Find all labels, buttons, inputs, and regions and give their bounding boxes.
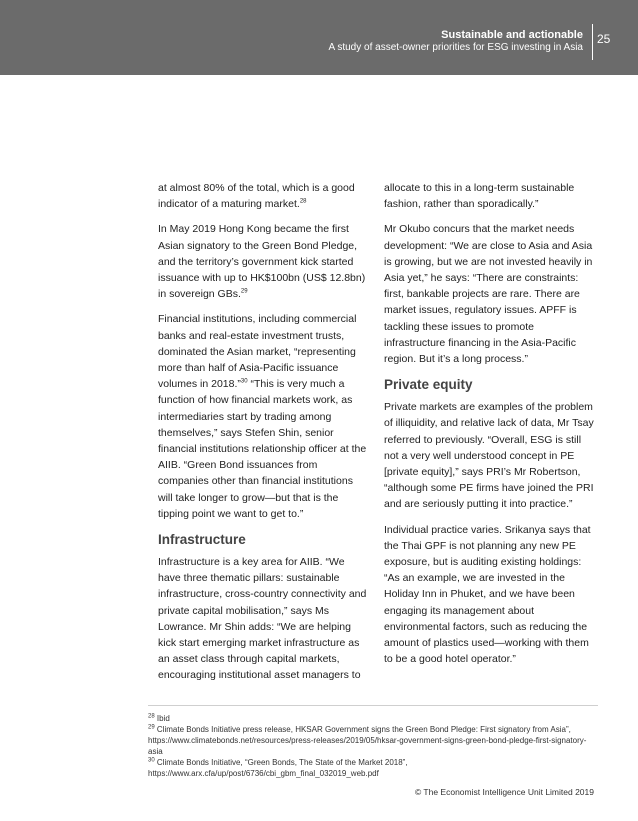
- footnote-ref: 28: [299, 198, 307, 205]
- footnote-ref: 30: [240, 378, 248, 385]
- paragraph: Individual practice varies. Srikanya says that the Thai GPF is not planning any new PE exposure, but is auditing existing holdings: “As an example, we are invested in the Holiday Inn in Phuket, and we have been engaging its management about environmental factors, such as reducing the amount of plastics used—working with them to be a good hotel operator.”: [384, 523, 591, 666]
- footnote-ref: 29: [240, 288, 248, 295]
- header-band: [0, 0, 638, 75]
- right-column: [384, 180, 596, 676]
- left-column: [158, 180, 370, 693]
- paragraph: at almost 80% of the total, which is a good indicator of a maturing market.$^{28}$: [158, 182, 355, 211]
- paragraph: allocate to this in a long-term sustainable fashion, rather than sporadically.”: [384, 182, 575, 211]
- copyright: © The Economist Intelligence Unit Limited 2019: [414, 787, 594, 797]
- section-heading-private-equity: Private equity: [384, 377, 473, 393]
- footnote: $^{28}$ Ibid: [148, 713, 170, 723]
- paragraph: Private markets are examples of the problem of illiquidity, and relative lack of data, Mr Tsay referred to previously. “Overall, ESG is still not a very well understood concept in PE [private equity],” says PRI’s Mr Robertson, “although some PE firms have joined the PRI and are seriously putting it into practice.”: [384, 401, 594, 511]
- footnote: $^{29}$ Climate Bonds Initiative press release, HKSAR Government signs the Green Bond Pledge: First signatory from Asia”, https://www.climatebonds.net/resources/press-releases/2019/05/hksar-government-signs-green-bond-pledge-first-signatory-asia: [148, 724, 587, 756]
- report-subtitle: A study of asset-owner priorities for ESG investing in Asia: [328, 42, 583, 53]
- paragraph: Infrastructure is a key area for AIIB. “We have three thematic pillars: sustainable infrastructure, cross-country connectivity and private capital mobilisation,” says Ms Lowrance. Mr Shin adds: “We are helping kick start emerging market infrastructure as an asset class through capital markets, encouraging institutional asset managers to: [158, 556, 367, 682]
- header-divider: [592, 24, 593, 60]
- report-title: Sustainable and actionable: [441, 29, 583, 41]
- paragraph: Mr Okubo concurs that the market needs development: “We are close to Asia and Asia is growing, but we are not invested heavily in Asia yet,” he says: “There are constraints: first, bankable projects are rare. There are market issues, regulatory issues. APFF is tackling these issues to promote infrastructure financing in the Asia-Pacific region. But it’s a long process.”: [384, 223, 593, 366]
- footnote: $^{30}$ Climate Bonds Initiative, “Green Bonds, The State of the Market 2018”, https://www.arx.cfa/up/post/6736/cbi_gbm_final_032019_web.pdf: [148, 757, 408, 778]
- paragraph: In May 2019 Hong Kong became the first Asian signatory to the Green Bond Pledge, and the territory’s government kick started issuance with up to HK$100bn (US$ 12.8bn) in sovereign GBs.$^{29}$: [158, 223, 366, 301]
- page-number: 25: [597, 32, 611, 46]
- paragraph: Financial institutions, including commercial banks and real-estate investment trusts, dominated the Asian market, “representing more than half of Asia-Pacific issuance volumes in 2018.”$^{30}$ “This is very much a function of how financial markets work, as intermediaries start by trading among themselves,” says Stefen Shin, senior financial institutions relationship officer at the AIIB. “Green Bond issuances from companies other than financial institutions will take longer to grow—but that is the tipping point we want to get to.”: [158, 313, 367, 520]
- section-heading-infrastructure: Infrastructure: [158, 532, 246, 548]
- footnotes: [148, 713, 593, 779]
- footnote-divider: [148, 705, 598, 706]
